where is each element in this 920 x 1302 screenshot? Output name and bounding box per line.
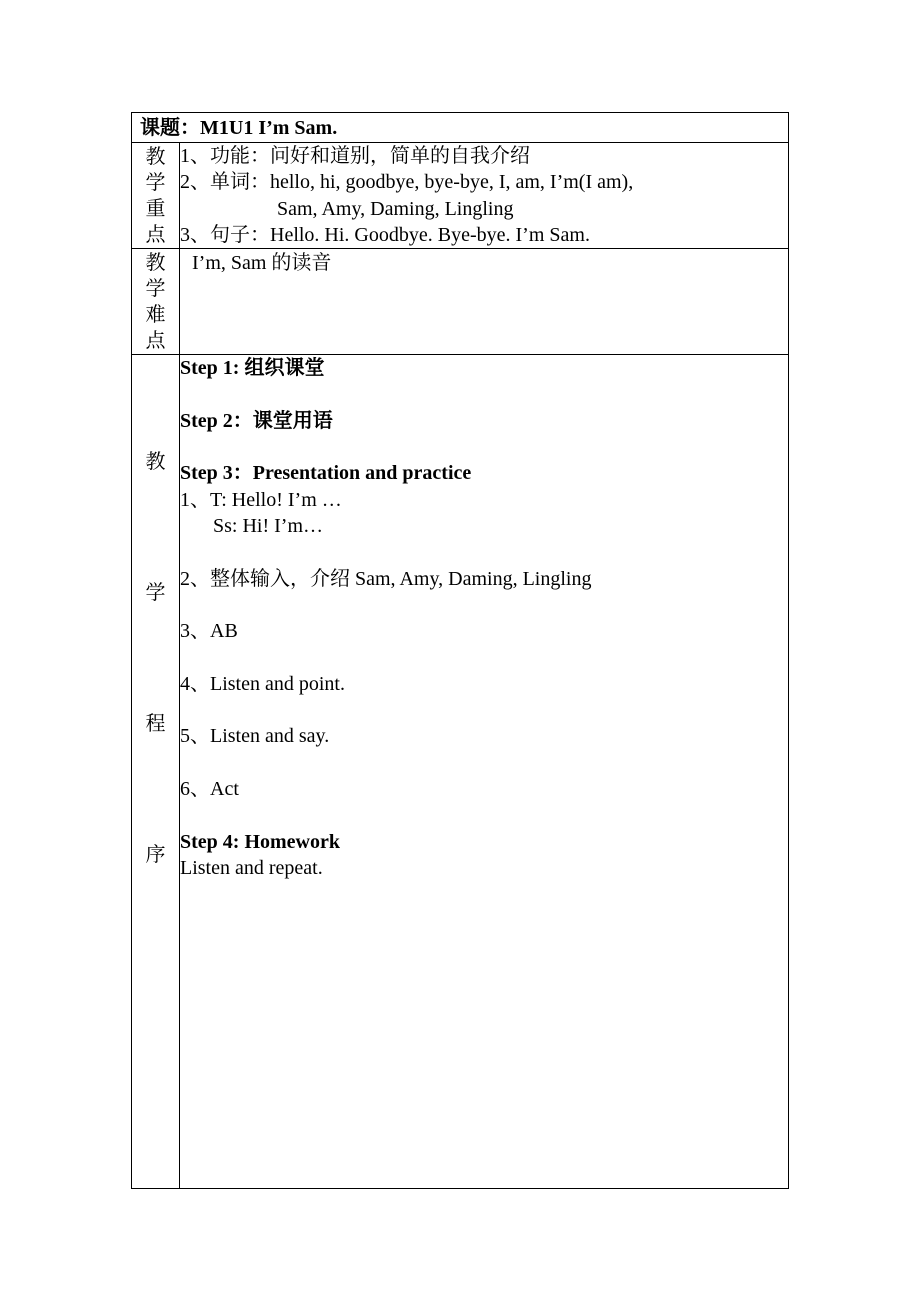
step-3-item-1-students: Ss: Hi! I’m… [213, 514, 323, 537]
step-3-item-3: 3、AB [180, 620, 238, 643]
step-3-item-4: 4、Listen and point. [180, 672, 345, 695]
homework-text: Listen and repeat. [180, 856, 323, 879]
key-points-label: 教 学 重 点 [132, 143, 180, 249]
difficulties-content: I’m, Sam 的读音 [180, 249, 789, 355]
key-point-words: 2、单词：hello, hi, goodbye, bye-bye, I, am, I’m(I am), [180, 171, 634, 194]
process-content [180, 355, 789, 1189]
step-3-item-6: 6、Act [180, 777, 239, 800]
key-point-sentences: 3、句子：Hello. Hi. Goodbye. Bye-bye. I’m Sam. [180, 223, 590, 246]
step-2: Step 2：课堂用语 [180, 409, 333, 432]
lesson-plan-table [131, 112, 789, 1189]
step-1: Step 1: 组织课堂 [180, 357, 325, 380]
process-row [132, 355, 789, 1189]
step-3-item-1-teacher: 1、T: Hello! I’m … [180, 488, 342, 511]
difficulties-label: 教 学 难 点 [132, 249, 180, 355]
step-3-item-2: 2、整体输入，介绍 Sam, Amy, Daming, Lingling [180, 567, 592, 590]
key-points-row [132, 143, 789, 249]
key-points-content [180, 143, 789, 249]
key-point-function: 1、功能：问好和道别，简单的自我介绍 [180, 145, 530, 167]
step-3-item-5: 5、Listen and say. [180, 725, 330, 748]
step-3: Step 3：Presentation and practice [180, 462, 472, 485]
lesson-title: 课题：M1U1 I’m Sam. [132, 113, 789, 143]
process-label: 教 学 程 序 [132, 355, 180, 1189]
key-point-words-cont: Sam, Amy, Daming, Lingling [277, 197, 514, 220]
difficulties-row [132, 249, 789, 355]
step-4: Step 4: Homework [180, 830, 340, 853]
